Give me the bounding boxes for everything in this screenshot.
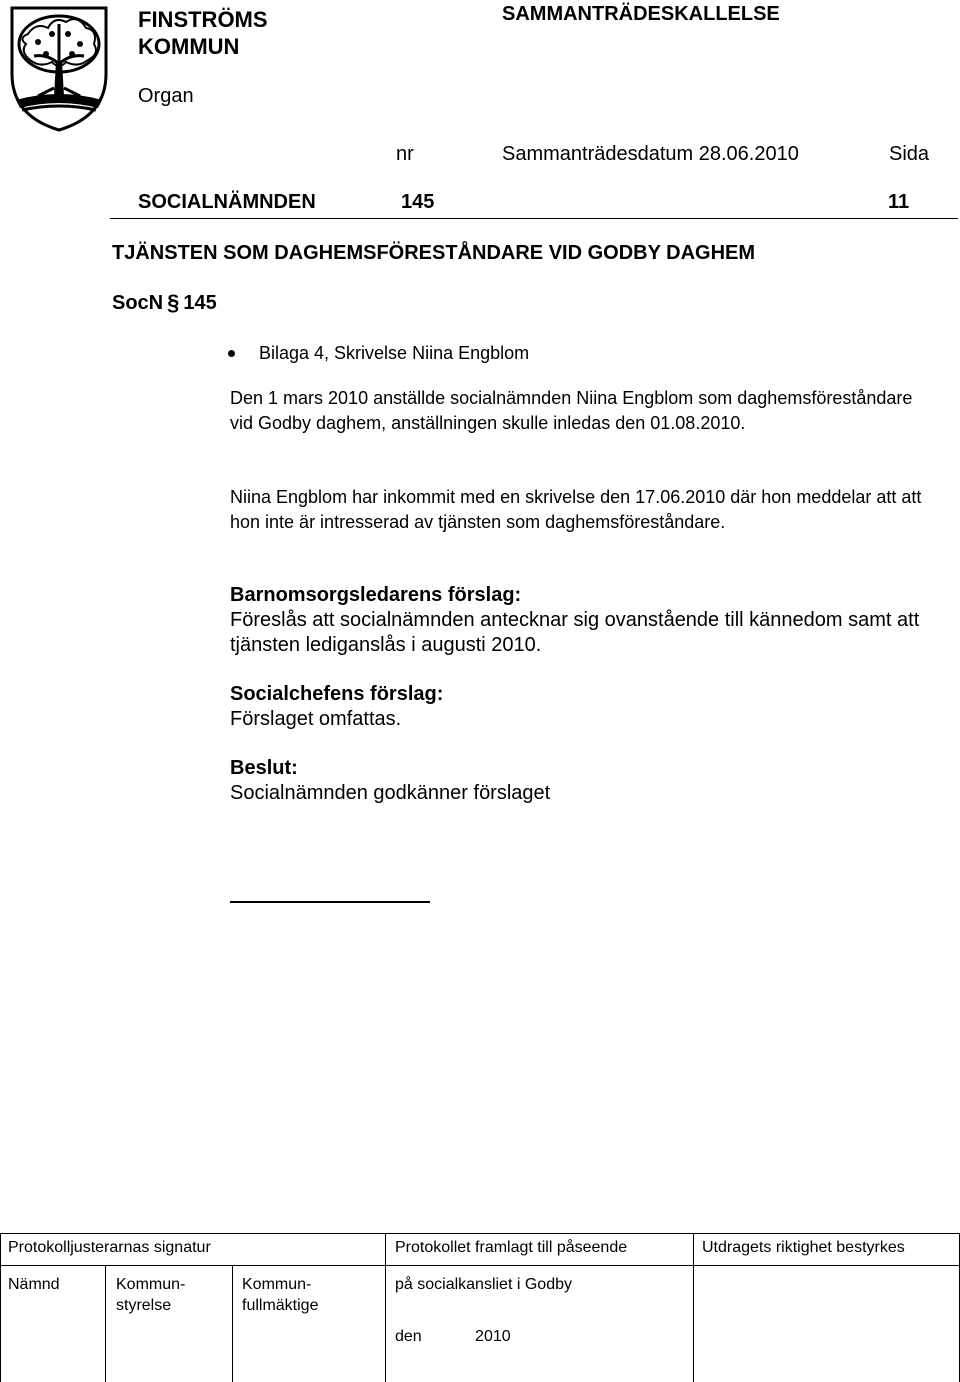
bullet-icon	[228, 350, 235, 357]
header-divider	[110, 218, 958, 219]
posted-label: Protokollet framlagt till påseende	[395, 1239, 628, 1256]
council-column-line1: Kommun-	[242, 1276, 312, 1293]
municipal-crest-icon	[8, 4, 110, 134]
meeting-date: Sammanträdesdatum 28.06.2010	[502, 143, 799, 165]
socn-label: SocN	[112, 291, 164, 314]
organ-value: SOCIALNÄMNDEN	[138, 191, 316, 213]
document-type: SAMMANTRÄDESKALLELSE	[502, 3, 780, 25]
decision-text: Socialnämnden godkänner förslaget	[230, 782, 551, 804]
page-value: 11	[888, 191, 910, 213]
section-sign-icon: §	[167, 290, 180, 315]
attachment-text: Bilaga 4, Skrivelse Niina Engblom	[259, 343, 530, 363]
council-column-line2: fullmäktige	[242, 1297, 319, 1314]
signature-label: Protokolljusterarnas signatur	[8, 1239, 211, 1256]
case-title: TJÄNSTEN SOM DAGHEMSFÖRESTÅNDARE VID GODBY DAGHEM	[112, 242, 756, 264]
proposal2-heading: Socialchefens förslag:	[230, 683, 444, 705]
proposal1-text: Föreslås att socialnämnden antecknar sig ovanstående till kännedom samt att tjänsten lediganslås i augusti 2010.	[230, 609, 920, 656]
proposal2-text: Förslaget omfattas.	[230, 708, 402, 730]
paragraph-employment: Den 1 mars 2010 anställde socialnämnden Niina Engblom som daghemsföreståndare vid Godby daghem, anställningen skulle inledas den 01.08.2010.	[230, 388, 913, 433]
socn-number: 145	[183, 291, 217, 314]
signature-line	[230, 901, 430, 903]
board-column: Nämnd	[8, 1276, 60, 1293]
decision-heading: Beslut:	[230, 757, 298, 779]
page-label: Sida	[889, 143, 930, 165]
municipality-name-line1: FINSTRÖMS	[138, 7, 268, 32]
organ-label: Organ	[138, 85, 194, 107]
paragraph-letter: Niina Engblom har inkommit med en skrivelse den 17.06.2010 där hon meddelar att att hon inte är intresserad av tjänsten som daghemsföreståndare.	[230, 487, 922, 532]
nr-value: 145	[401, 191, 435, 213]
exec-column-line1: Kommun-	[116, 1276, 186, 1293]
municipality-name-line2: KOMMUN	[138, 34, 240, 59]
case-reference	[112, 290, 217, 316]
posted-place: på socialkansliet i Godby	[395, 1276, 572, 1293]
certified-label: Utdragets riktighet bestyrkes	[702, 1239, 905, 1256]
attachment-item	[228, 343, 529, 364]
posted-date: den 2010	[395, 1328, 511, 1345]
exec-column-line2: styrelse	[116, 1297, 172, 1314]
proposal1-heading: Barnomsorgsledarens förslag:	[230, 584, 522, 606]
nr-label: nr	[396, 143, 414, 165]
footer-table	[0, 1233, 960, 1382]
